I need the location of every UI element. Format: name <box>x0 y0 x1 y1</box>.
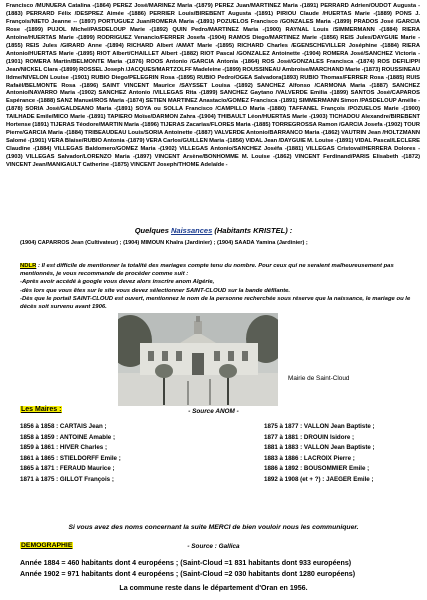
ndlr-line4: -Dès que le portail SAINT-CLOUD est ouvert, mentionnez le nom de la personne recherchée sous réserve que la naissance, le mariage ou le décès soit survenu avant 1906. <box>20 295 411 311</box>
marriage-list: Francisco /MUNUERA Catalina -(1864) PEREZ José/MARINEZ Maria -(1879) PEREZ Juan/MARTINEZ Maria -(1891) PERRARD Adrien/OUDOT Augusta -(1883) PERRARD Félix /DESPREZ Aimée -(1886) PERRIER Louis/BIREBENT Augusta -(1891) PIRIOU Claude /HUERTAS Marie -(1889) PONS J. François/NIETO Jeanne -- (1897) PORTUGUEZ Juan/ROMERA Maria -(1891) POZUELOS Francisco /GONZALES Maria -(1899) PRADOS José /GARCIA Rose -(1899) PUJOL Michel/PASDELOUP Marie -(1892) QUIN Pedro/MARTINEZ Maria -(1900) RAYNAL Louis /SIMMERMANN -(1884) RIERA Antoine/HUERTAS Marie -(1899) RODRIGUEZ Venancio/FERRER Josefa -(1904) RAMOS Diego/MARTINEZ Marie -(1856) REIS Jules/DAYGUIE Marie -(1855) REIS Jules /GIRARD Anne -(1894) RICHARD Albert /AMAT Marie -(1895) RICHARD Charles /EGENSCHEVILLER Joséphine -(1884) RIERA Antonio/HUERTAS Marie -(1895) RIOT Albert/CHAILLET Albert -(1882) RIOT Pascal /GONZALEZ Antoinette -(1904) ROMERA José/SANCHEZ Victoria -(1901) ROMERA Martin/BELMONTE Maria -(1876) ROOS Antonio /GARCIA Antonia -(1864) ROS José/GONZALES Francisca -(1874) ROS DEFILIPPI Jean/NICKEL Clara -(1899) ROSSEL Joseph /JACQUES/MARTZOLFF Madeleine -(1899) ROUSSINEAU Ambroise/MARCHAND Marie -(1873) ROUSSINEAU Ildme/NIVELON Louise -(1901) RUBIO Diego/PELEGRIN Rosa -(1895) RUBIO Pedro/OGEA Salvadora(1893) RUBIO Thomas/FERRER Rosa -(1885) RUIS Rafaël/BELMONTE Rosa -(1896) SAINT VINCENT Maurice /SAYSSET Louisa -(1892) SANCHEZ Alfonso /CARMONA Maria -(1887) SANCHEZ Antonio/NAVARRO Maria -(1902) SANCHEZ Antonio /VILLEGAS Rita -(1899) SANCHEZ Gaytano /VALVERDE Emilia -(1899) SANTOS José/CAPAROS Espérance -(1888) SANZ Manuel/ROS Maria -(1874) SETIEN MARTINEZ Anastacio/GOMEZ Francisca -(1891) SIMMERMANN Simon /PASDELOUP Amélie -(1878) SORIA José/GALDEANO Maria -(1891) SOYA ou SOLLA Francisco /CAMPILLO Maria -(1880) TAFFANEL François /POZUELOS Marie -(1900) TAILHADE Emile/MICO Marie -(1891) TAPIERO Moïse/DARMON Zahra -(1904) THIBAULT Léon/HUERTAS Marie -(1903) TICHADOU Alexandre/BIREBENT Hortense (1891) TIJERAS Téodore/MARTIN Maria -(1896) TIJERAS Zacarias/FLORES Maria -(1885) TORREGROSSA Ramon /GARCIA Josefa -(1902) TOUR Pierre/GARCIA Maria -(1884) TRIBEAUDEAU Louis/SORIA Antoinette -(1887) VALVERDE Antonio/BARRANCO Maria -(1862) VAUTRIN Jean /HOLTZMANN Salomé -(1901) VERA Blaise/RUBIO Antonia -(1879) VERA Carlos/GUILLEN Maria -(1856) VIDAL Jean /DAYGUIE M. Louise -(1891) VIDAL Pascal/LECLERE Claudine -(1884) VILLEGAS Baldomero/GOMEZ Maria -(1902) VILLEGAS Antonio/SANCHEZ Joséfa -(1881) VILLEGAS Cristoval/HERRERA Dolores -(1903) VILLEGAS Salvador/LORENZO Maria -(1897) VINCENT Arsène/BONHOMME M. Louise -(1862) VINCENT Ferdinand/PARIS Elisabeth -(1872) VINCENT Jean/MANIGAULT Catherine -(1875) VINCENT Joseph/THOME Adelaïde - <box>6 3 420 169</box>
town-hall-photo-drawing <box>118 313 278 406</box>
mayor-entry: 1886 à 1892 : BOUSOMMIER Emile ; <box>264 465 370 473</box>
town-hall-photo <box>118 313 278 406</box>
mayors-row <box>20 433 410 444</box>
mayors-note: Si vous avez des noms concernant la suite MERCI de bien vouloir nous les communiquer. <box>68 524 359 531</box>
births-title <box>0 226 427 235</box>
births-title-prefix: Quelques <box>134 226 169 235</box>
mayors-table <box>20 422 410 486</box>
ndlr-line1: : Il est difficile de mentionner la totalité des mariages compte tenu du nombre. Pour ceux qui ne seraient malheureusement pas mentionnés, je vous recommande de procéder comme suit : <box>20 263 394 278</box>
ndlr-tag: NDLR <box>20 263 37 269</box>
mayors-row <box>20 454 410 465</box>
mayor-entry: 1859 à 1861 : HIVER Charles ; <box>20 444 108 452</box>
mayors-source: - Source ANOM - <box>188 408 239 415</box>
births-title-word: Naissances <box>170 226 213 235</box>
ndlr-note <box>20 262 415 311</box>
demography-lines <box>20 558 355 580</box>
mayor-entry: 1858 à 1859 : ANTOINE Amable ; <box>20 433 116 441</box>
mayors-row <box>20 443 410 454</box>
ndlr-line2: -Après avoir accédé à google vous devez alors inscrire anom Algérie, <box>20 279 215 286</box>
demography-source: - Source : Gallica <box>187 543 240 550</box>
mayor-entry: 1856 à 1858 : CARTAIS Jean ; <box>20 423 107 430</box>
mayors-row <box>20 464 410 475</box>
mayor-entry: 1861 à 1865 : STIELDORFF Emile ; <box>20 454 121 462</box>
births-list: (1904) CAPARROS Jean (Cultivateur) ; (1904) MIMOUN Khalra (Jardinier) ; (1904) SAADA Yamina (Jardinier) ; <box>20 240 308 246</box>
demography-line: Année 1884 = 460 habitants dont 4 européens ; (Saint-Cloud =1 831 habitants dont 933 européens) <box>20 559 352 567</box>
demography-line: Année 1902 = 971 habitants dont 4 européens ; (Saint-Cloud =2 030 habitants dont 1280 européens) <box>20 570 356 578</box>
mayor-entry: 1865 à 1871 : FERAUD Maurice ; <box>20 465 115 473</box>
mayor-entry: 1892 à 1908 (et + ?) : JAEGER Emile ; <box>264 475 374 483</box>
mayor-entry: 1875 à 1877 : VALLON Jean Baptiste ; <box>264 423 375 430</box>
births-title-suffix: (Habitants KRISTEL) : <box>214 226 293 235</box>
mayors-row <box>20 475 410 486</box>
mayor-entry: 1871 à 1875 : GILLOT François ; <box>20 475 114 483</box>
department-note: La commune reste dans le département d'Oran en 1956. <box>119 584 308 592</box>
mayor-entry: 1883 à 1886 : LACROIX Pierre ; <box>264 454 355 462</box>
photo-caption: Mairie de Saint-Cloud <box>288 375 350 382</box>
mayor-entry: 1877 à 1881 : DROUIN Isidore ; <box>264 433 355 441</box>
demography-title: DEMOGRAPHIE <box>21 542 73 549</box>
mayor-entry: 1881 à 1883 : VALLON Jean Baptiste ; <box>264 444 375 452</box>
mayors-row <box>20 422 410 433</box>
mayors-title: Les Maires : <box>21 406 62 413</box>
ndlr-line3: -dès lors que vous êtes sur le site vous devez sélectionner SAINT-CLOUD sur la bande défilante. <box>20 287 291 294</box>
